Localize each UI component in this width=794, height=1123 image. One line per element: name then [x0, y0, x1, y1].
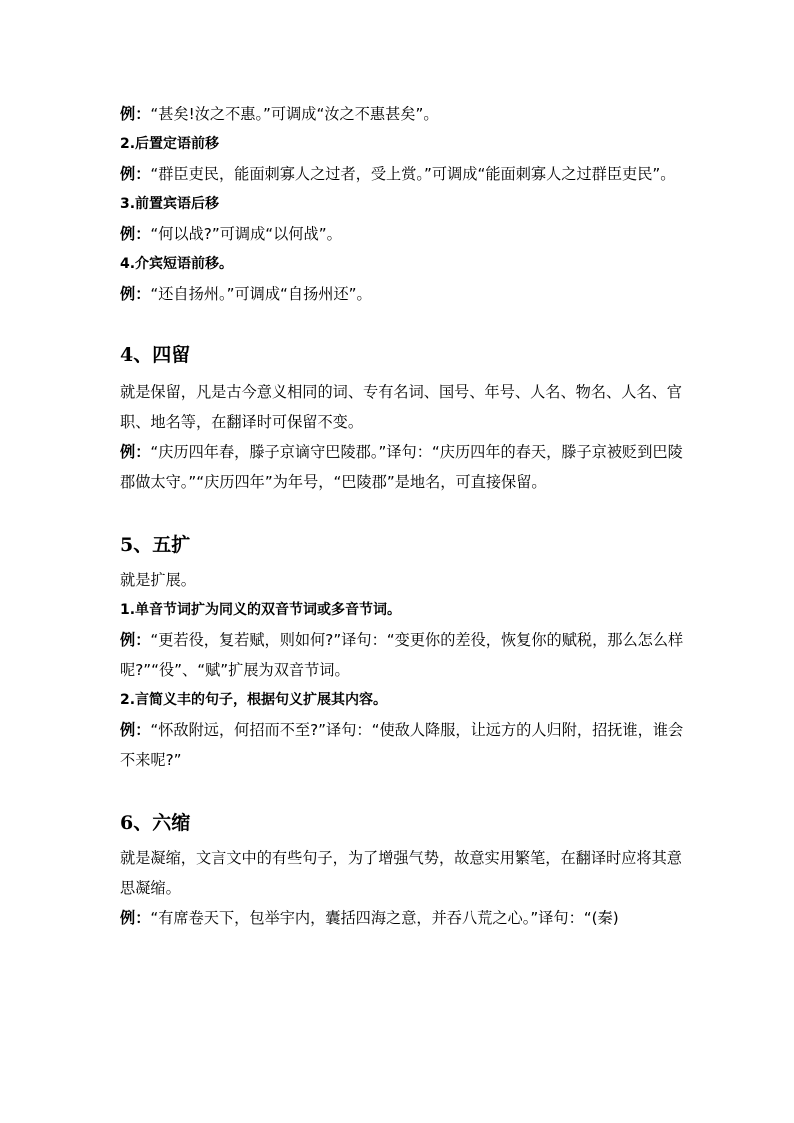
- example-text: “群臣吏民，能面刺寡人之过者，受上赏。”可调成“能面刺寡人之过群臣吏民”。: [150, 165, 676, 183]
- section-heading: 4、四留: [120, 344, 191, 366]
- sub-heading: 1.单音节词扩为同义的双音节词或多音节词。: [120, 602, 402, 618]
- sub-heading: 2.言简义丰的句子，根据句义扩展其内容。: [120, 692, 388, 708]
- example-label: 例：: [120, 721, 151, 739]
- example-label: 例：: [120, 105, 151, 123]
- example-line: [120, 625, 690, 685]
- example-label: 例：: [120, 285, 151, 303]
- paragraph: 就是扩展。: [120, 571, 196, 589]
- example-text: “更若役，复若赋，则如何?”译句：“变更你的差役，恢复你的赋税，那么怎么样呢?”“役”、“赋”扩展为双音节词。: [120, 631, 684, 679]
- example-text: “何以战?”可调成“以何战”。: [150, 225, 342, 243]
- example-label: 例：: [120, 225, 151, 243]
- example-line: [120, 903, 690, 933]
- example-label: 例：: [120, 165, 151, 183]
- example-line: [120, 437, 690, 497]
- document-body: [120, 99, 690, 933]
- example-text: “庆历四年春，滕子京谪守巴陵郡。”译句：“庆历四年的春天，滕子京被贬到巴陵郡做太守。”“庆历四年”为年号，“巴陵郡”是地名，可直接保留。: [120, 443, 683, 491]
- example-label: 例：: [120, 443, 151, 461]
- sub-heading: 3.前置宾语后移: [120, 196, 220, 212]
- example-line: [120, 219, 690, 249]
- example-text: “还自扬州。”可调成“自扬州还”。: [150, 285, 372, 303]
- example-text: “有席卷天下，包举宇内，囊括四海之意，并吞八荒之心。”译句：“(秦): [150, 909, 619, 927]
- sub-heading: 4.介宾短语前移。: [120, 256, 234, 272]
- example-label: 例：: [120, 909, 151, 927]
- section-heading: 6、六缩: [120, 812, 191, 834]
- example-label: 例：: [120, 631, 151, 649]
- example-line: [120, 715, 690, 775]
- example-line: [120, 99, 690, 129]
- paragraph: 就是凝缩，文言文中的有些句子，为了增强气势，故意实用繁笔，在翻译时应将其意思凝缩。: [120, 849, 682, 897]
- example-line: [120, 159, 690, 189]
- example-text: “怀敌附远，何招而不至?”译句：“使敌人降服，让远方的人归附，招抚谁，谁会不来呢?”: [120, 721, 684, 769]
- example-line: [120, 279, 690, 309]
- sub-heading: 2.后置定语前移: [120, 136, 220, 152]
- paragraph: 就是保留，凡是古今意义相同的词、专有名词、国号、年号、人名、物名、人名、官职、地名等，在翻译时可保留不变。: [120, 383, 682, 431]
- example-text: “甚矣!汝之不惠。”可调成“汝之不惠甚矣”。: [150, 105, 439, 123]
- section-heading: 5、五扩: [120, 534, 191, 556]
